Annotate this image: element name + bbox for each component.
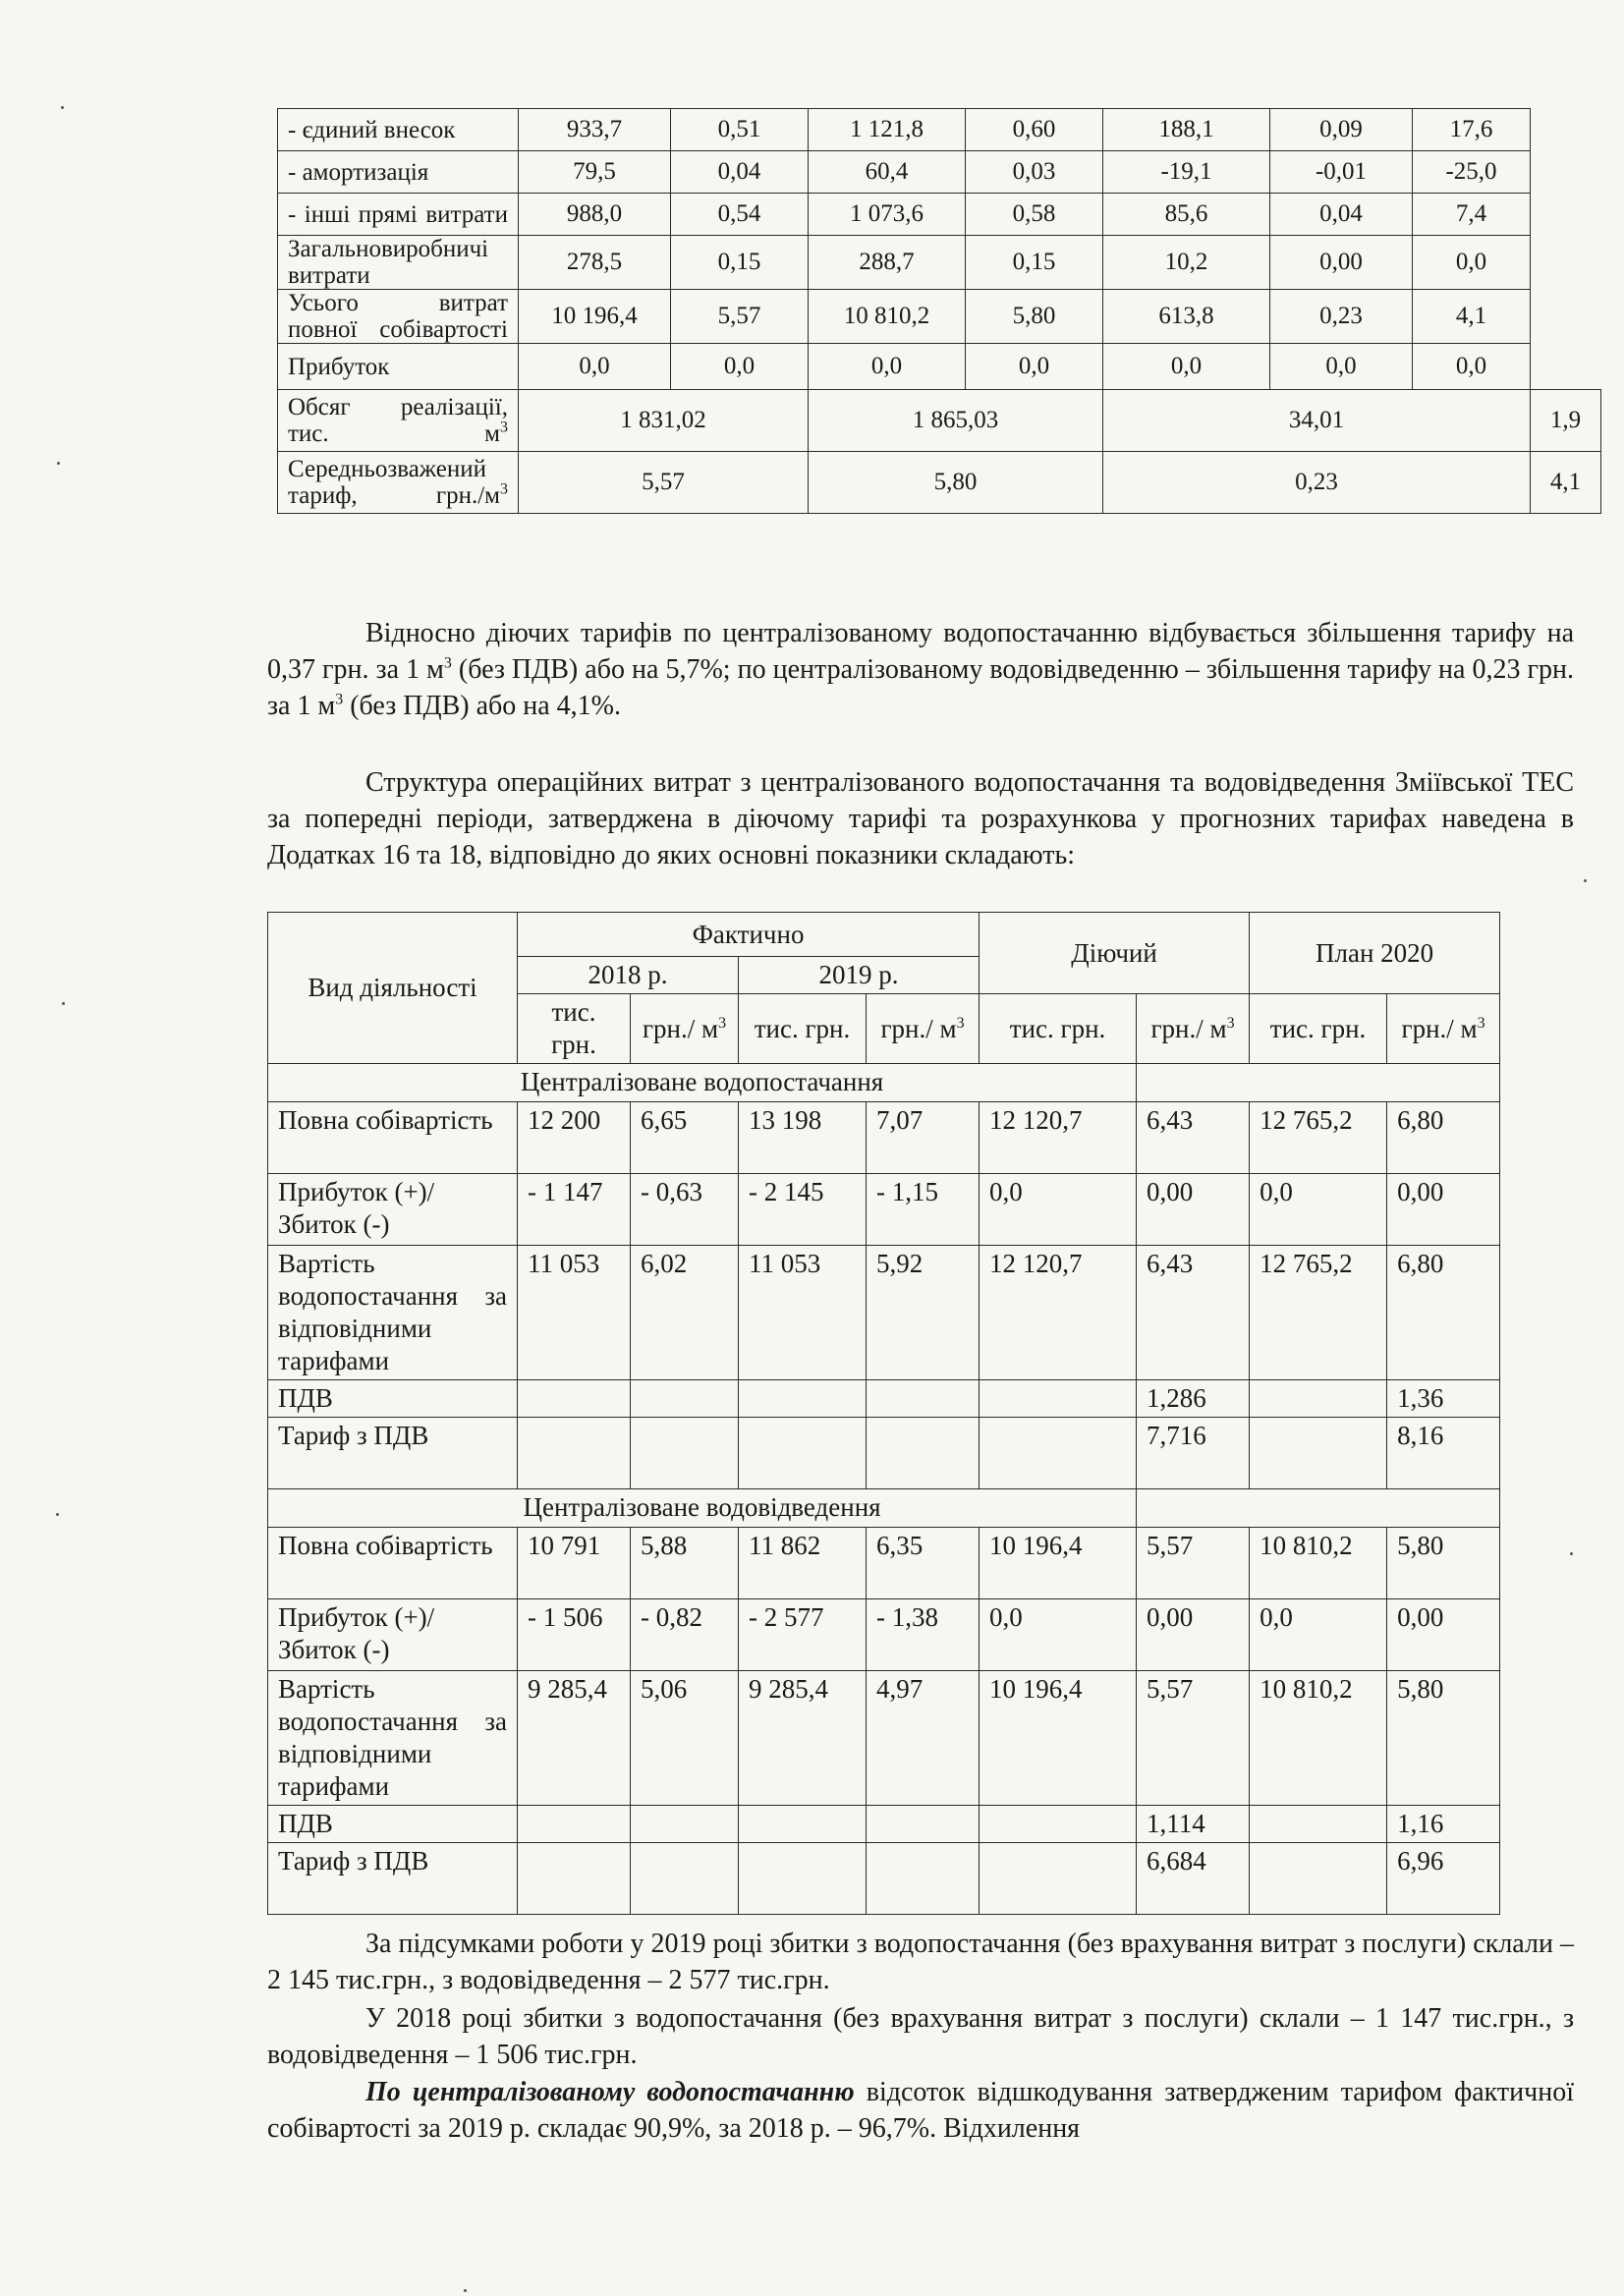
table-row [278,344,1601,390]
header-unit-per-m3: грн./ $м^3$ [631,994,739,1064]
row-label: - єдиний внесок [278,109,519,151]
table-cell: 0,0 [809,344,966,390]
header-2018: 2018 р. [518,957,739,994]
table-cell [518,1380,631,1418]
table-cell: 6,43 [1137,1102,1250,1174]
table-cell: 988,0 [519,194,671,236]
compensation-paragraph: По централізованому водопостачанню відсоток відшкодування затвердженим тарифом фактичної собівартості за 2019 р. складає 90,9%, за 2018 р. – 96,7%. Відхилення [267,2077,1574,2144]
table-cell: -25,0 [1413,151,1531,194]
table-cell: 1 865,03 [809,390,1103,452]
table-cell [518,1806,631,1843]
table-cell: 5,88 [631,1528,739,1599]
scan-speck [61,106,64,109]
table-cell: -19,1 [1103,151,1270,194]
table-cell: 6,80 [1387,1246,1500,1380]
table-cell: 6,65 [631,1102,739,1174]
header-unit-per-m3: грн./ $м^3$ [867,994,980,1064]
scan-speck [57,462,60,465]
table-cell: 188,1 [1103,109,1270,151]
row-label: Загальновиробничі витрати [278,236,519,290]
table-cell: -0,01 [1270,151,1413,194]
table-cell: 12 120,7 [980,1246,1137,1380]
table-row [268,1380,1500,1418]
table-cell [867,1380,980,1418]
scan-speck [1570,1552,1573,1555]
table-cell: 0,51 [671,109,809,151]
table-cell: 4,97 [867,1671,980,1806]
table-cell: 10 810,2 [809,290,966,344]
table-cell: 5,57 [519,452,809,514]
table-cell: 0,0 [519,344,671,390]
table-cell: - 1 147 [518,1174,631,1246]
table-cell: 5,57 [671,290,809,344]
losses-2019-paragraph: За підсумками роботи у 2019 році збитки з водопостачання (без врахування витрат з послуги) склали – 2 145 тис.грн., з водовідведення – 2 577 тис.грн. [267,1929,1574,1995]
section-blank [1137,1489,1500,1528]
row-label: Вартість водопостачання за відповідними тарифами [268,1671,518,1806]
table-cell: 6,02 [631,1246,739,1380]
table-cell: 1,36 [1387,1380,1500,1418]
table-cell: 5,57 [1137,1671,1250,1806]
table-cell [980,1806,1137,1843]
table-cell [518,1843,631,1915]
table-cell: 0,0 [966,344,1103,390]
scan-speck [56,1513,59,1516]
table-cell: - 2 577 [739,1599,867,1671]
row-label: Повна собівартість [268,1102,518,1174]
table-cell: 6,96 [1387,1843,1500,1915]
table-cell [1250,1806,1387,1843]
table-cell: 0,0 [1270,344,1413,390]
table-cell: 1 073,6 [809,194,966,236]
table-cell: 5,80 [1387,1671,1500,1806]
row-label: Середньозважений тариф, $грн./м^3$ [278,452,519,514]
table-cell: 10,2 [1103,236,1270,290]
table-cell: 7,07 [867,1102,980,1174]
table-row [278,390,1601,452]
table-cell: 0,0 [980,1599,1137,1671]
table-cell [1250,1418,1387,1489]
table-cell: - 1 506 [518,1599,631,1671]
cost-structure-paragraph: Структура операційних витрат з централізованого водопостачання та водовідведення Зміївської ТЕС за попередні періоди, затверджена в діючому тарифі та розрахункова у прогнозних тарифах наведена в Додатках 16 та 18, відповідно до яких основні показники складають: [267,767,1574,870]
table-cell: 0,0 [1250,1174,1387,1246]
table-cell: 5,80 [966,290,1103,344]
row-label: - амортизація [278,151,519,194]
row-label: Повна собівартість [268,1528,518,1599]
section-blank [1137,1064,1500,1102]
table-row [278,194,1601,236]
scan-speck [62,1002,65,1005]
table-cell: 5,57 [1137,1528,1250,1599]
table-cell [631,1843,739,1915]
table-cell: 0,03 [966,151,1103,194]
table-cell [867,1843,980,1915]
table-cell: 288,7 [809,236,966,290]
section-row [268,1064,1500,1102]
scan-speck [1584,879,1587,882]
table-cell: 0,09 [1270,109,1413,151]
table-row [268,1806,1500,1843]
table-cell: 0,60 [966,109,1103,151]
row-label: Усього витрат повної собівартості [278,290,519,344]
table-cell: 933,7 [519,109,671,151]
table-cell [739,1380,867,1418]
table-cell: 0,23 [1103,452,1531,514]
row-label: Прибуток [278,344,519,390]
table-cell: 11 862 [739,1528,867,1599]
header-unit-thousands: тис. грн. [1250,994,1387,1064]
table-cell [518,1418,631,1489]
table-cell: 11 053 [518,1246,631,1380]
table-row [278,151,1601,194]
section-title: Централізоване водопостачання [268,1064,1137,1102]
table-cell: 11 053 [739,1246,867,1380]
table-cell: 10 196,4 [980,1528,1137,1599]
table-cell: 6,35 [867,1528,980,1599]
table-cell: 10 196,4 [519,290,671,344]
table-cell: 0,58 [966,194,1103,236]
table-cell: 1 831,02 [519,390,809,452]
table-cell: 613,8 [1103,290,1270,344]
table-cell [980,1380,1137,1418]
table-cell: 0,0 [1250,1599,1387,1671]
header-unit-thousands: тис. грн. [739,994,867,1064]
table-cell: 12 120,7 [980,1102,1137,1174]
table-cell [739,1418,867,1489]
table-cell [1250,1843,1387,1915]
table-cell: 0,54 [671,194,809,236]
table-cell: 278,5 [519,236,671,290]
header-unit-thousands: тис. грн. [980,994,1137,1064]
cost-comparison-table [277,108,1601,514]
table-cell [631,1380,739,1418]
table-cell: 1,9 [1531,390,1601,452]
header-unit-per-m3: грн./ $м^3$ [1137,994,1250,1064]
row-label: ПДВ [268,1806,518,1843]
table-cell: 0,00 [1137,1599,1250,1671]
row-label: Прибуток (+)/ Збиток (-) [268,1174,518,1246]
table-row [278,290,1601,344]
table-cell: 34,01 [1103,390,1531,452]
tariff-change-paragraph: Відносно діючих тарифів по централізованому водопостачанню відбувається збільшення тарифу на 0,37 грн. за 1 $м^3$ (без ПДВ) або на 5,7%; по централізованому водовідведенню – збільшення тарифу на 0,23 грн. за 1 $м^3$ (без ПДВ) або на 4,1%. [267,618,1574,721]
table-cell: 0,00 [1270,236,1413,290]
table-cell: 5,06 [631,1671,739,1806]
table-cell: 0,15 [671,236,809,290]
table-cell: 0,0 [1413,344,1531,390]
row-label: Вартість водопостачання за відповідними тарифами [268,1246,518,1380]
table-row [278,236,1601,290]
table-cell: 0,00 [1137,1174,1250,1246]
table-cell: 5,80 [1387,1528,1500,1599]
table-cell: 6,80 [1387,1102,1500,1174]
table-row [268,1528,1500,1599]
table-cell: 6,684 [1137,1843,1250,1915]
table-cell [739,1806,867,1843]
table-row [278,452,1601,514]
table-cell: - 0,63 [631,1174,739,1246]
table-cell: - 2 145 [739,1174,867,1246]
header-2019: 2019 р. [739,957,980,994]
table-cell: 60,4 [809,151,966,194]
table-cell [867,1806,980,1843]
table-cell [1250,1380,1387,1418]
table-cell: - 0,82 [631,1599,739,1671]
table-row [268,1102,1500,1174]
table-cell [739,1843,867,1915]
table-cell: 8,16 [1387,1418,1500,1489]
table-cell: 9 285,4 [518,1671,631,1806]
table-cell [631,1418,739,1489]
table-row [268,1174,1500,1246]
table-cell: 12 765,2 [1250,1246,1387,1380]
table-cell: 0,04 [671,151,809,194]
table-cell: - 1,15 [867,1174,980,1246]
header-unit-thousands: тис. грн. [518,994,631,1064]
row-label: Прибуток (+)/ Збиток (-) [268,1599,518,1671]
table-cell: 5,80 [809,452,1103,514]
row-label: Тариф з ПДВ [268,1843,518,1915]
table-cell: 4,1 [1531,452,1601,514]
table-cell: 10 810,2 [1250,1671,1387,1806]
table-row [268,1418,1500,1489]
table-cell: 10 196,4 [980,1671,1137,1806]
table-row [268,1843,1500,1915]
table-cell: 0,0 [980,1174,1137,1246]
section-row [268,1489,1500,1528]
header-fact: Фактично [518,913,980,957]
table-cell [980,1843,1137,1915]
table-cell: 0,04 [1270,194,1413,236]
table-row [268,1671,1500,1806]
table-cell: 0,0 [1413,236,1531,290]
table-cell: 10 810,2 [1250,1528,1387,1599]
table-cell: 17,6 [1413,109,1531,151]
table-cell: 12 200 [518,1102,631,1174]
table-cell: 0,15 [966,236,1103,290]
table-cell: 5,92 [867,1246,980,1380]
table-cell: 4,1 [1413,290,1531,344]
table-cell: 7,716 [1137,1418,1250,1489]
header-current: Діючий [980,913,1250,994]
table-cell [980,1418,1137,1489]
table-cell: 79,5 [519,151,671,194]
row-label: ПДВ [268,1380,518,1418]
row-label: - інші прямі витрати [278,194,519,236]
table-cell: 0,00 [1387,1174,1500,1246]
row-label: Тариф з ПДВ [268,1418,518,1489]
header-unit-per-m3: грн./ $м^3$ [1387,994,1500,1064]
paragraph-lead: По централізованому водопостачанню [365,2077,855,2107]
activity-tariff-table [267,912,1500,1915]
table-cell: 1,16 [1387,1806,1500,1843]
table-cell [631,1806,739,1843]
table-cell: 0,0 [1103,344,1270,390]
table-cell: 85,6 [1103,194,1270,236]
table-cell: 0,23 [1270,290,1413,344]
losses-2018-paragraph: У 2018 році збитки з водопостачання (без врахування витрат з послуги) склали – 1 147 тис.грн., з водовідведення – 1 506 тис.грн. [267,2003,1574,2070]
header-plan: План 2020 [1250,913,1500,994]
table-cell: - 1,38 [867,1599,980,1671]
table-cell [867,1418,980,1489]
row-label: Обсяг реалізації, тис. $м^3$ [278,390,519,452]
table-cell: 6,43 [1137,1246,1250,1380]
table-cell: 12 765,2 [1250,1102,1387,1174]
table-cell: 0,0 [671,344,809,390]
header-activity: Вид діяльності [268,913,518,1064]
table-cell: 7,4 [1413,194,1531,236]
table-row [268,1246,1500,1380]
table-row [278,109,1601,151]
table-cell: 0,00 [1387,1599,1500,1671]
table-cell: 13 198 [739,1102,867,1174]
scan-speck [464,2289,467,2292]
table-cell: 1,114 [1137,1806,1250,1843]
table-cell: 10 791 [518,1528,631,1599]
table-cell: 1 121,8 [809,109,966,151]
table-row [268,1599,1500,1671]
table-cell: 1,286 [1137,1380,1250,1418]
section-title: Централізоване водовідведення [268,1489,1137,1528]
table-cell: 9 285,4 [739,1671,867,1806]
